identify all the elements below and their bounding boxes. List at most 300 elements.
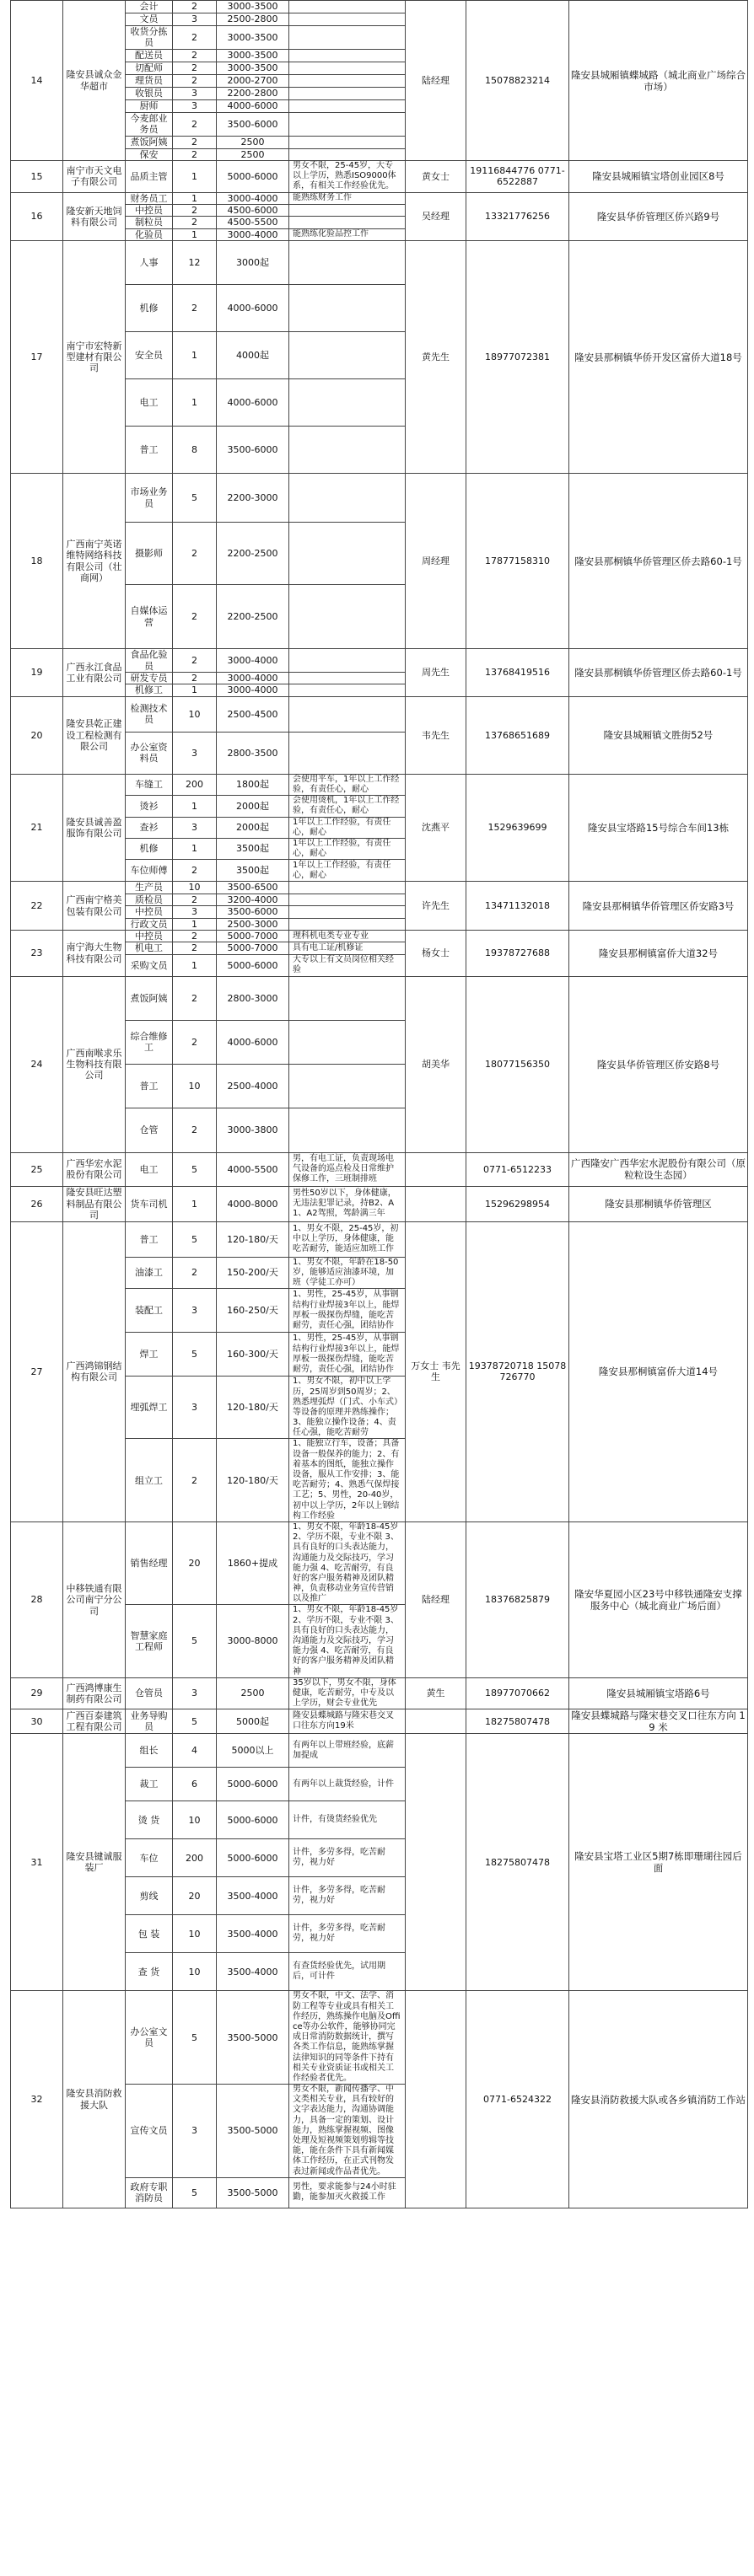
job-requirements [289, 732, 406, 774]
job-requirements: 会使用平车，1年以上工作经验，有责任心，耐心 [289, 774, 406, 795]
job-count: 5 [173, 1991, 217, 2085]
job-requirements [289, 427, 406, 474]
contact-person: 陆经理 [406, 1521, 466, 1677]
job-count: 5 [173, 2177, 217, 2208]
contact-phone: 15078823214 [466, 1, 569, 161]
job-count: 4 [173, 1734, 217, 1768]
company-name: 广西南喉求乐生物科技有限公司 [63, 976, 126, 1152]
table-row [11, 192, 748, 204]
job-salary: 3000-4000 [217, 228, 289, 240]
job-title: 普工 [126, 427, 173, 474]
job-salary: 2500 [217, 136, 289, 148]
job-title: 制粒员 [126, 217, 173, 228]
work-address: 隆安县那桐镇华侨管理区侨安路3号 [569, 882, 748, 931]
job-count: 2 [173, 1, 217, 13]
contact-phone: 18977070662 [466, 1677, 569, 1709]
job-requirements: 1、男性，25-45岁，从事钢结构行业焊接3年以上，能焊厚板一级探伤焊缝，能吃苦耐劳，责任心强，团结协作 [289, 1289, 406, 1333]
job-count: 1 [173, 684, 217, 696]
company-name: 广西鸿博康生制药有限公司 [63, 1677, 126, 1709]
job-salary: 160-300/天 [217, 1333, 289, 1377]
job-title: 普工 [126, 1221, 173, 1257]
work-address: 隆安县那桐镇华侨管理区侨去路60-1号 [569, 474, 748, 649]
job-count: 1 [173, 838, 217, 859]
job-salary: 3500-6000 [217, 906, 289, 918]
job-salary: 4000-6000 [217, 1020, 289, 1064]
contact-person: 沈燕平 [406, 774, 466, 882]
employer-number: 28 [11, 1521, 63, 1677]
employer-number: 25 [11, 1152, 63, 1186]
job-title: 装配工 [126, 1289, 173, 1333]
table-row [11, 976, 748, 1020]
job-requirements: 男性，要求能参与24小时驻勤，能参加灭火救援工作 [289, 2177, 406, 2208]
job-salary: 5000-6000 [217, 954, 289, 976]
contact-phone: 13321776256 [466, 192, 569, 241]
job-title: 文员 [126, 13, 173, 26]
job-title: 电工 [126, 1152, 173, 1186]
job-requirements [289, 13, 406, 26]
contact-phone: 18275807478 [466, 1734, 569, 1991]
job-requirements [289, 976, 406, 1020]
job-count: 2 [173, 136, 217, 148]
job-salary: 3000-3500 [217, 26, 289, 50]
job-title: 采购文员 [126, 954, 173, 976]
contact-phone: 18977072381 [466, 241, 569, 474]
job-salary: 3500-6500 [217, 882, 289, 894]
employer-number: 32 [11, 1991, 63, 2208]
job-requirements [289, 241, 406, 285]
job-title: 食品化验员 [126, 649, 173, 673]
table-row [11, 1677, 748, 1709]
job-title: 智慧家庭工程师 [126, 1605, 173, 1677]
table-row [11, 1709, 748, 1734]
job-count: 1 [173, 954, 217, 976]
job-salary: 4500-6000 [217, 205, 289, 217]
job-requirements: 具有电工证/机修证 [289, 942, 406, 954]
job-count: 2 [173, 976, 217, 1020]
job-title: 财务员工 [126, 192, 173, 204]
company-name: 广西华宏水泥股份有限公司 [63, 1152, 126, 1186]
job-count: 3 [173, 2085, 217, 2178]
job-requirements: 有两年以上裁货经验，计件 [289, 1768, 406, 1801]
job-title: 研发专员 [126, 673, 173, 684]
job-salary: 4000-6000 [217, 379, 289, 427]
job-requirements [289, 26, 406, 50]
job-count: 5 [173, 1221, 217, 1257]
employer-number: 19 [11, 649, 63, 697]
job-requirements: 1、男女不限，年龄18-45岁 2、学历不限，专业不限 3、具有良好的口头表达能力，沟通能力及交际技巧，学习能力强 4、吃苦耐劳，有良好的客户服务精神及团队精神 [289, 1605, 406, 1677]
job-title: 人事 [126, 241, 173, 285]
company-name: 南宁市宏特新型建材有限公司 [63, 241, 126, 474]
job-salary: 2500-3000 [217, 918, 289, 930]
job-title: 仓管 [126, 1108, 173, 1152]
job-salary: 5000-6000 [217, 1768, 289, 1801]
job-count: 2 [173, 217, 217, 228]
job-title: 理货员 [126, 74, 173, 87]
recruitment-table-body [11, 1, 748, 2208]
job-salary: 2500 [217, 148, 289, 160]
job-count: 3 [173, 99, 217, 112]
job-title: 普工 [126, 1064, 173, 1108]
job-salary: 3000-4000 [217, 673, 289, 684]
job-title: 摄影师 [126, 523, 173, 585]
job-count: 3 [173, 1377, 217, 1439]
employer-number: 16 [11, 192, 63, 241]
work-address: 隆安县宝塔路15号综合车间13栋 [569, 774, 748, 882]
work-address: 隆安县华侨管理区侨安路8号 [569, 976, 748, 1152]
job-count: 2 [173, 942, 217, 954]
job-title: 煮饭阿姨 [126, 136, 173, 148]
job-salary: 2200-3000 [217, 474, 289, 523]
contact-person: 胡美华 [406, 976, 466, 1152]
job-salary: 3000-3500 [217, 49, 289, 62]
job-requirements [289, 74, 406, 87]
job-salary: 2000起 [217, 796, 289, 817]
contact-person [406, 1734, 466, 1991]
job-requirements: 男女不限，25-45岁，大专以上学历，熟悉ISO9000体系，有相关工作经验优先。 [289, 161, 406, 193]
contact-phone: 18275807478 [466, 1709, 569, 1734]
contact-person: 周经理 [406, 474, 466, 649]
work-address: 隆安县那桐镇华侨管理区侨去路60-1号 [569, 649, 748, 697]
job-salary: 3000起 [217, 241, 289, 285]
job-salary: 2500-4500 [217, 696, 289, 732]
job-requirements [289, 1108, 406, 1152]
job-title: 机电工 [126, 942, 173, 954]
job-title: 品质主管 [126, 161, 173, 193]
employer-number: 29 [11, 1677, 63, 1709]
contact-phone: 18077156350 [466, 976, 569, 1152]
job-count: 2 [173, 49, 217, 62]
job-title: 烫 货 [126, 1801, 173, 1839]
work-address: 隆安县城厢镇宝塔创业园区8号 [569, 161, 748, 193]
job-count: 5 [173, 1333, 217, 1377]
job-requirements [289, 649, 406, 673]
job-title: 机修工 [126, 684, 173, 696]
contact-person: 万女士 韦先生 [406, 1221, 466, 1521]
job-title: 机修 [126, 285, 173, 332]
job-count: 10 [173, 882, 217, 894]
contact-person: 黄生 [406, 1677, 466, 1709]
job-salary: 1860+提成 [217, 1521, 289, 1605]
work-address: 隆安县城厢镇蝶城路（城北商业广场综合市场） [569, 1, 748, 161]
job-title: 查 货 [126, 1953, 173, 1991]
job-count: 5 [173, 1605, 217, 1677]
work-address: 隆安县消防救援大队或各乡镇消防工作站 [569, 1991, 748, 2208]
job-salary: 3000-3500 [217, 1, 289, 13]
contact-phone: 17877158310 [466, 474, 569, 649]
job-count: 2 [173, 1257, 217, 1289]
contact-phone: 13768651689 [466, 696, 569, 774]
contact-person [406, 1186, 466, 1221]
table-row [11, 1, 748, 13]
job-salary: 160-250/天 [217, 1289, 289, 1333]
job-title: 裁工 [126, 1768, 173, 1801]
table-row [11, 1734, 748, 1768]
job-title: 会计 [126, 1, 173, 13]
job-count: 2 [173, 930, 217, 942]
contact-phone: 13471132018 [466, 882, 569, 931]
job-salary: 4000-5500 [217, 1152, 289, 1186]
job-count: 200 [173, 1839, 217, 1877]
job-requirements: 1、能独立行车，设备；具备设备一般保养的能力；2、有着基本的图纸，能独立操作设备，服从工作安排；3、能吃苦耐劳；4、熟悉气保焊接工艺；5、男性，20-40岁，初中以上学历，2年以上钢结构工作经验 [289, 1439, 406, 1522]
job-title: 车位师傅 [126, 860, 173, 882]
contact-person: 周先生 [406, 649, 466, 697]
job-requirements: 35岁以下，男女不限，身体健康，吃苦耐劳，中专及以上学历，财会专业优先 [289, 1677, 406, 1709]
job-salary: 2200-2500 [217, 523, 289, 585]
job-requirements: 1年以上工作经验，有责任心，耐心 [289, 817, 406, 838]
company-name: 广西南宁格美包装有限公司 [63, 882, 126, 931]
recruitment-table [10, 0, 748, 2208]
job-salary: 120-180/天 [217, 1221, 289, 1257]
job-count: 20 [173, 1877, 217, 1915]
job-title: 行政文员 [126, 918, 173, 930]
job-count: 2 [173, 1020, 217, 1064]
employer-number: 22 [11, 882, 63, 931]
job-count: 6 [173, 1768, 217, 1801]
job-title: 车缝工 [126, 774, 173, 795]
table-row [11, 1221, 748, 1257]
job-requirements: 计件，有烫货经验优先 [289, 1801, 406, 1839]
job-count: 2 [173, 1439, 217, 1522]
employer-number: 23 [11, 930, 63, 976]
table-row [11, 474, 748, 523]
job-requirements [289, 62, 406, 74]
job-requirements [289, 894, 406, 905]
job-title: 剪线 [126, 1877, 173, 1915]
job-requirements: 能熟练财务工作 [289, 192, 406, 204]
job-title: 综合维修工 [126, 1020, 173, 1064]
work-address: 隆安县城厢镇文胜街52号 [569, 696, 748, 774]
job-requirements: 会使用烫机，1年以上工作经验，有责任心，耐心 [289, 796, 406, 817]
job-salary: 4000-6000 [217, 99, 289, 112]
work-address: 隆安县那桐镇华侨开发区富侨大道18号 [569, 241, 748, 474]
job-salary: 4000起 [217, 332, 289, 379]
job-requirements [289, 523, 406, 585]
company-name: 广西百泰建筑工程有限公司 [63, 1709, 126, 1734]
job-requirements: 男女不限，中文、法学、消防工程等专业或具有相关工作经历，熟练操作电脑及Office等办公软件，能够协同完成日常消防数据统计，撰写各类工作信息，能熟练掌握法律知识的同等条件下持有相关专业资质证书或相关工作经验者优先。 [289, 1991, 406, 2085]
work-address: 隆安县宝塔工业区5期7栋即珊瑚往园后面 [569, 1734, 748, 1991]
job-count: 2 [173, 205, 217, 217]
contact-phone: 0771-6524322 [466, 1991, 569, 2208]
job-requirements: 大专以上有文员岗位相关经验 [289, 954, 406, 976]
job-title: 厨师 [126, 99, 173, 112]
company-name: 广西鸿锦钢结构有限公司 [63, 1221, 126, 1521]
job-salary: 5000起 [217, 1709, 289, 1734]
job-title: 配送员 [126, 49, 173, 62]
job-salary: 2800-3500 [217, 732, 289, 774]
job-title: 质检员 [126, 894, 173, 905]
job-title: 化验员 [126, 228, 173, 240]
contact-phone: 0771-6512233 [466, 1152, 569, 1186]
employer-number: 18 [11, 474, 63, 649]
job-requirements: 1、男女不限，年龄在18-50岁，能够适应油漆环境，加班（学徒工亦可） [289, 1257, 406, 1289]
job-requirements [289, 49, 406, 62]
company-name: 隆安县消防救援大队 [63, 1991, 126, 2208]
job-requirements: 隆安县蝶城路与隆宋巷交叉口往东方向19米 [289, 1709, 406, 1734]
contact-phone: 1529639699 [466, 774, 569, 882]
job-count: 3 [173, 732, 217, 774]
job-title: 中控员 [126, 930, 173, 942]
contact-person [406, 1991, 466, 2208]
company-name: 隆安新天地饲料有限公司 [63, 192, 126, 241]
job-requirements [289, 1064, 406, 1108]
job-requirements [289, 1, 406, 13]
table-row [11, 241, 748, 285]
job-count: 200 [173, 774, 217, 795]
job-salary: 3000-3800 [217, 1108, 289, 1152]
job-salary: 3500-6000 [217, 112, 289, 136]
job-salary: 2200-2800 [217, 87, 289, 99]
job-title: 车位 [126, 1839, 173, 1877]
table-row [11, 882, 748, 894]
job-salary: 2500-4000 [217, 1064, 289, 1108]
job-title: 办公室文员 [126, 1991, 173, 2085]
job-salary: 3500起 [217, 838, 289, 859]
job-requirements [289, 332, 406, 379]
job-title: 埋弧焊工 [126, 1377, 173, 1439]
work-address: 隆安县蝶城路与隆宋巷交叉口往东方向 19 米 [569, 1709, 748, 1734]
table-row [11, 1521, 748, 1605]
contact-phone: 15296298954 [466, 1186, 569, 1221]
table-row [11, 1186, 748, 1221]
job-count: 3 [173, 1677, 217, 1709]
job-requirements [289, 217, 406, 228]
job-count: 1 [173, 379, 217, 427]
job-title: 组立工 [126, 1439, 173, 1522]
job-count: 8 [173, 427, 217, 474]
job-requirements: 计件，多劳多得，吃苦耐劳，视力好 [289, 1915, 406, 1953]
job-salary: 4000-6000 [217, 285, 289, 332]
job-count: 2 [173, 860, 217, 882]
job-count: 1 [173, 332, 217, 379]
contact-person: 黄先生 [406, 241, 466, 474]
job-count: 2 [173, 112, 217, 136]
job-title: 焊工 [126, 1333, 173, 1377]
job-title: 组长 [126, 1734, 173, 1768]
job-title: 业务导购员 [126, 1709, 173, 1734]
job-requirements [289, 87, 406, 99]
employer-number: 30 [11, 1709, 63, 1734]
job-requirements: 有查货经验优先，试用期后，可计件 [289, 1953, 406, 1991]
job-requirements [289, 906, 406, 918]
job-salary: 5000-6000 [217, 1801, 289, 1839]
job-count: 3 [173, 906, 217, 918]
job-salary: 3500起 [217, 860, 289, 882]
job-count: 3 [173, 13, 217, 26]
contact-person: 吴经理 [406, 192, 466, 241]
employer-number: 27 [11, 1221, 63, 1521]
company-name: 隆安县键诚服装厂 [63, 1734, 126, 1991]
job-count: 2 [173, 673, 217, 684]
employer-number: 14 [11, 1, 63, 161]
job-count: 5 [173, 474, 217, 523]
job-count: 3 [173, 817, 217, 838]
employer-number: 24 [11, 976, 63, 1152]
job-count: 3 [173, 1289, 217, 1333]
job-title: 货车司机 [126, 1186, 173, 1221]
job-title: 查衫 [126, 817, 173, 838]
job-count: 2 [173, 649, 217, 673]
company-name: 广西南宁英诺维特网络科技有限公司（壮商网） [63, 474, 126, 649]
job-title: 收银员 [126, 87, 173, 99]
job-title: 电工 [126, 379, 173, 427]
job-count: 2 [173, 523, 217, 585]
contact-person [406, 1152, 466, 1186]
job-title: 仓管员 [126, 1677, 173, 1709]
job-count: 2 [173, 62, 217, 74]
job-count: 1 [173, 192, 217, 204]
job-count: 10 [173, 696, 217, 732]
job-requirements [289, 585, 406, 649]
job-count: 1 [173, 1186, 217, 1221]
job-requirements: 计件，多劳多得，吃苦耐劳，视力好 [289, 1839, 406, 1877]
job-requirements [289, 379, 406, 427]
job-title: 油漆工 [126, 1257, 173, 1289]
job-requirements: 计件，多劳多得，吃苦耐劳，视力好 [289, 1877, 406, 1915]
job-requirements [289, 1020, 406, 1064]
contact-person: 黄女士 [406, 161, 466, 193]
employer-number: 17 [11, 241, 63, 474]
job-title: 自媒体运营 [126, 585, 173, 649]
contact-person: 许先生 [406, 882, 466, 931]
job-requirements: 1年以上工作经验，有责任心，耐心 [289, 860, 406, 882]
job-salary: 2500-2800 [217, 13, 289, 26]
job-salary: 150-200/天 [217, 1257, 289, 1289]
table-row [11, 161, 748, 193]
job-requirements: 男性50岁以下，身体健康，无违法犯罪记录，持B2、A1、A2驾照，驾龄满三年 [289, 1186, 406, 1221]
job-count: 10 [173, 1801, 217, 1839]
job-salary: 3000-4000 [217, 192, 289, 204]
company-name: 南宁海大生物科技有限公司 [63, 930, 126, 976]
job-title: 包 装 [126, 1915, 173, 1953]
job-salary: 4000-8000 [217, 1186, 289, 1221]
work-address: 隆安县那桐镇华侨管理区 [569, 1186, 748, 1221]
job-requirements: 有两年以上带班经验，底薪加提成 [289, 1734, 406, 1768]
job-requirements: 理科机电类专业专业 [289, 930, 406, 942]
job-count: 1 [173, 161, 217, 193]
job-requirements [289, 696, 406, 732]
work-address: 隆安县那桐镇富侨大道32号 [569, 930, 748, 976]
contact-phone: 18376825879 [466, 1521, 569, 1677]
job-salary: 120-180/天 [217, 1439, 289, 1522]
job-requirements: 1、男女不限，初中以上学历，25周岁到50周岁；2、熟悉埋弧焊（门式、小车式）等设备的原理并熟练操作；3、能独立操作设备；4、责任心强，能吃苦耐劳 [289, 1377, 406, 1439]
job-salary: 5000以上 [217, 1734, 289, 1768]
job-requirements: 1年以上工作经验，有责任心，耐心 [289, 838, 406, 859]
job-count: 1 [173, 918, 217, 930]
job-title: 市场业务员 [126, 474, 173, 523]
job-count: 2 [173, 148, 217, 160]
job-count: 2 [173, 74, 217, 87]
work-address: 隆安县城厢镇宝塔路6号 [569, 1677, 748, 1709]
job-requirements [289, 136, 406, 148]
job-salary: 3000-3500 [217, 62, 289, 74]
job-title: 销售经理 [126, 1521, 173, 1605]
employer-number: 21 [11, 774, 63, 882]
job-count: 12 [173, 241, 217, 285]
job-requirements [289, 148, 406, 160]
company-name: 隆安县旺达塑料制品有限公司 [63, 1186, 126, 1221]
job-salary: 1800起 [217, 774, 289, 795]
company-name: 隆安县诚众金华超市 [63, 1, 126, 161]
job-salary: 3500-4000 [217, 1953, 289, 1991]
job-requirements [289, 474, 406, 523]
job-salary: 2200-2500 [217, 585, 289, 649]
job-title: 今麦郎业务员 [126, 112, 173, 136]
table-row [11, 930, 748, 942]
company-name: 隆安县诚善盈服饰有限公司 [63, 774, 126, 882]
job-title: 保安 [126, 148, 173, 160]
job-title: 收货分拣员 [126, 26, 173, 50]
company-name: 中移铁通有限公司南宁分公司 [63, 1521, 126, 1677]
